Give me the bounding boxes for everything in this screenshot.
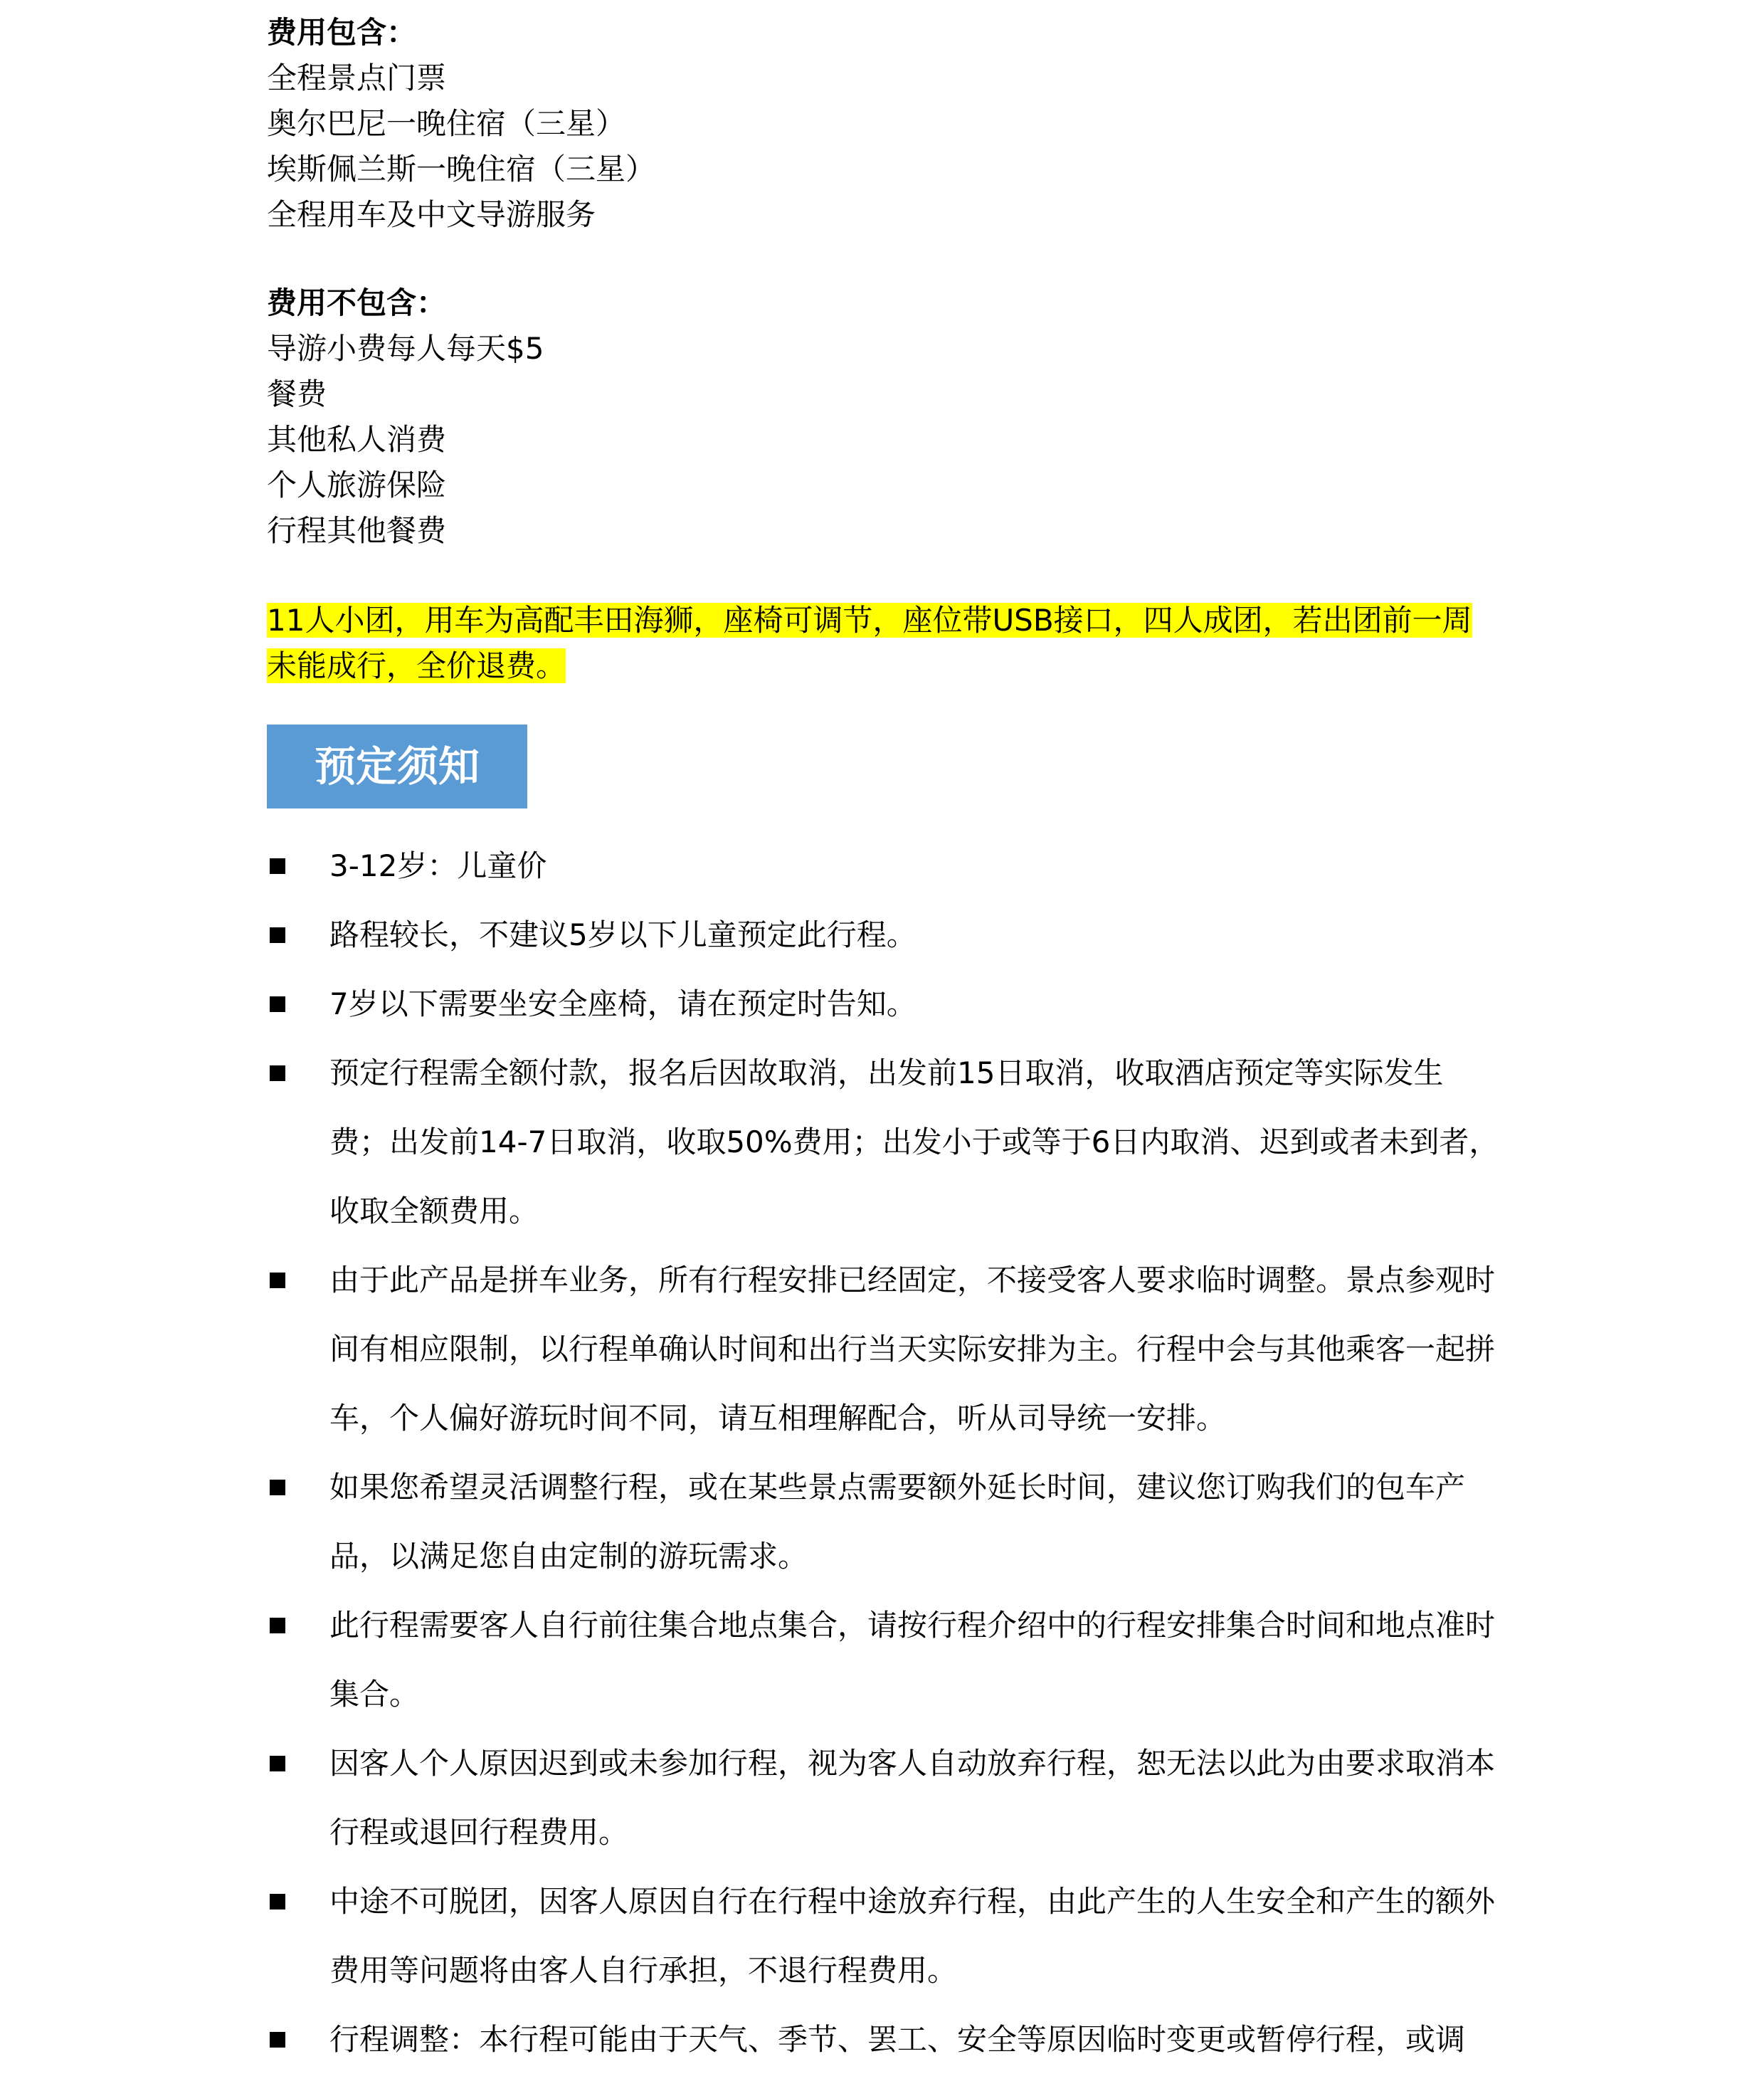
square-bullet-icon: [270, 2032, 285, 2048]
square-bullet-icon: [270, 1065, 285, 1081]
square-bullet-icon: [270, 1618, 285, 1633]
list-item-text: 由于此产品是拼车业务，所有行程安排已经固定，不接受客人要求临时调整。景点参观时间有相应限制，以行程单确认时间和出行当天实际安排为主。行程中会与其他乘客一起拼车，个人偏好游玩时间不同，请互相理解配合，听从司导统一安排。: [329, 1263, 1496, 1436]
excluded-heading: 费用不包含：: [267, 285, 447, 320]
highlight-notice-text: 11人小团，用车为高配丰田海狮，座椅可调节，座位带USB接口，四人成团，若出团前一周未能成行，全价退费。: [267, 603, 1472, 683]
list-item: [267, 1245, 1501, 1453]
booking-section-title: 预定须知: [267, 725, 527, 808]
square-bullet-icon: [270, 927, 285, 943]
included-item: 埃斯佩兰斯一晚住宿（三星）: [267, 152, 656, 186]
list-item-text: 预定行程需全额付款，报名后因故取消，出发前15日取消，收取酒店预定等实际发生费；出发前14-7日取消，收取50%费用；出发小于或等于6日内取消、迟到或者未到者，收取全额费用。: [329, 1055, 1499, 1228]
list-item: [267, 1729, 1501, 1867]
document-page: [267, 0, 1501, 2074]
list-item: [267, 1591, 1501, 1729]
excluded-item: 其他私人消费: [267, 422, 447, 457]
square-bullet-icon: [270, 858, 285, 874]
list-item-text: 7岁以下需要坐安全座椅，请在预定时告知。: [329, 986, 917, 1021]
list-item-text: 中途不可脱团，因客人原因自行在行程中途放弃行程，由此产生的人生安全和产生的额外费用等问题将由客人自行承担，不退行程费用。: [329, 1884, 1496, 1988]
square-bullet-icon: [270, 1273, 285, 1288]
included-item: 奥尔巴尼一晚住宿（三星）: [267, 106, 626, 141]
included-item: 全程用车及中文导游服务: [267, 197, 596, 232]
square-bullet-icon: [270, 1756, 285, 1771]
included-item: 全程景点门票: [267, 60, 447, 95]
list-item: [267, 1038, 1501, 1245]
highlight-notice: [267, 598, 1501, 689]
list-item: [267, 831, 1501, 900]
list-item: [267, 2005, 1501, 2074]
list-item-text: 如果您希望灵活调整行程，或在某些景点需要额外延长时间，建议您订购我们的包车产品，以满足您自由定制的游玩需求。: [329, 1470, 1466, 1574]
included-heading: 费用包含：: [267, 15, 417, 50]
booking-notes-list: [267, 831, 1501, 2074]
list-item-text: 路程较长，不建议5岁以下儿童预定此行程。: [329, 917, 917, 952]
list-item: [267, 1867, 1501, 2005]
square-bullet-icon: [270, 1894, 285, 1909]
excluded-item: 导游小费每人每天$5: [267, 331, 544, 366]
excluded-item: 个人旅游保险: [267, 468, 447, 502]
list-item-text: 行程调整：本行程可能由于天气、季节、罢工、安全等原因临时变更或暂停行程，或调: [329, 2022, 1466, 2057]
list-item: [267, 969, 1501, 1038]
list-item: [267, 1453, 1501, 1591]
excluded-section: [267, 280, 1501, 554]
list-item-text: 3-12岁：儿童价: [329, 848, 547, 883]
included-section: [267, 10, 1501, 238]
list-item-text: 此行程需要客人自行前往集合地点集合，请按行程介绍中的行程安排集合时间和地点准时集合。: [329, 1608, 1496, 1712]
square-bullet-icon: [270, 996, 285, 1012]
excluded-item: 行程其他餐费: [267, 513, 447, 548]
list-item: [267, 900, 1501, 969]
list-item-text: 因客人个人原因迟到或未参加行程，视为客人自动放弃行程，恕无法以此为由要求取消本行程或退回行程费用。: [329, 1746, 1496, 1850]
excluded-item: 餐费: [267, 376, 327, 411]
square-bullet-icon: [270, 1480, 285, 1495]
